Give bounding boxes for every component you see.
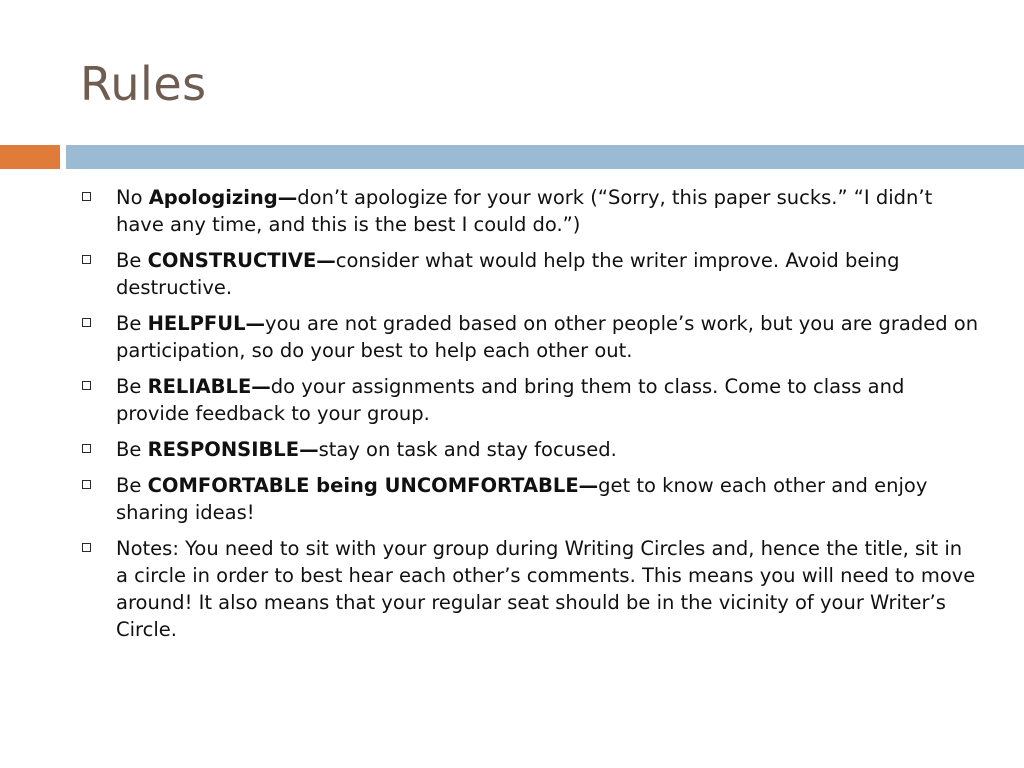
accent-bar-orange [0,145,60,169]
bullet-keyword: CONSTRUCTIVE [147,249,317,272]
bullet-dash: — [277,186,298,209]
bullet-text [116,186,932,236]
bullet-rest: get to know each other and enjoy sharing ideas! [116,474,928,524]
hollow-square-bullet-icon [82,381,91,390]
hollow-square-bullet-icon [82,192,91,201]
bullet-rest: consider what would help the writer improve. Avoid being destructive. [116,249,900,299]
bullet-rest: don’t apologize for your work (“Sorry, this paper sucks.” “I didn’t have any time, and this is the best I could do.”) [116,186,933,236]
bullet-lead: Be [116,375,148,398]
bullet-rest: stay on task and stay focused. [318,438,617,461]
bullet-item-responsible [80,436,980,463]
bullet-keyword: RESPONSIBLE [147,438,300,461]
bullet-dash: — [245,312,266,335]
bullet-lead: Be [116,312,148,335]
bullet-text [116,249,900,299]
bullet-lead: No [116,186,149,209]
bullet-text [116,438,617,461]
bullet-lead: Be [116,438,148,461]
bullet-keyword: COMFORTABLE being UNCOMFORTABLE [147,474,579,497]
bullet-lead: Be [116,249,148,272]
hollow-square-bullet-icon [82,444,91,453]
bullet-keyword: Apologizing [148,186,278,209]
bullet-item-comfortable [80,472,980,526]
bullet-keyword: RELIABLE [147,375,252,398]
bullet-text [116,474,927,524]
bullet-keyword: HELPFUL [147,312,246,335]
bullet-dash: — [251,375,271,398]
accent-bar-blue [66,145,1024,169]
bullet-text [116,312,978,362]
hollow-square-bullet-icon [82,480,91,489]
bullet-lead: Be [116,474,148,497]
bullet-dash: — [299,438,319,461]
bullet-item-reliable [80,373,980,427]
bullet-item-helpful [80,310,980,364]
bullet-text [116,537,975,641]
bullet-text [116,375,904,425]
hollow-square-bullet-icon [82,255,91,264]
hollow-square-bullet-icon [82,318,91,327]
bullet-dash: — [578,474,599,497]
bullet-lead: Notes: You need to sit with your group during Writing Circles and, hence the title, sit in a circle in order to best hear each other’s comments. This means you will need to move around! It also means that your regular seat should be in the vicinity of your Writer’s Circle. [116,537,976,641]
bullet-item-apologizing [80,184,980,238]
bullet-list [80,184,980,652]
bullet-item-constructive [80,247,980,301]
bullet-item-notes [80,535,980,643]
slide-title: Rules [80,57,207,111]
bullet-rest: do your assignments and bring them to class. Come to class and provide feedback to your group. [116,375,905,425]
bullet-rest: you are not graded based on other people’s work, but you are graded on participation, so do your best to help each other out. [116,312,979,362]
bullet-dash: — [316,249,336,272]
hollow-square-bullet-icon [82,543,91,552]
